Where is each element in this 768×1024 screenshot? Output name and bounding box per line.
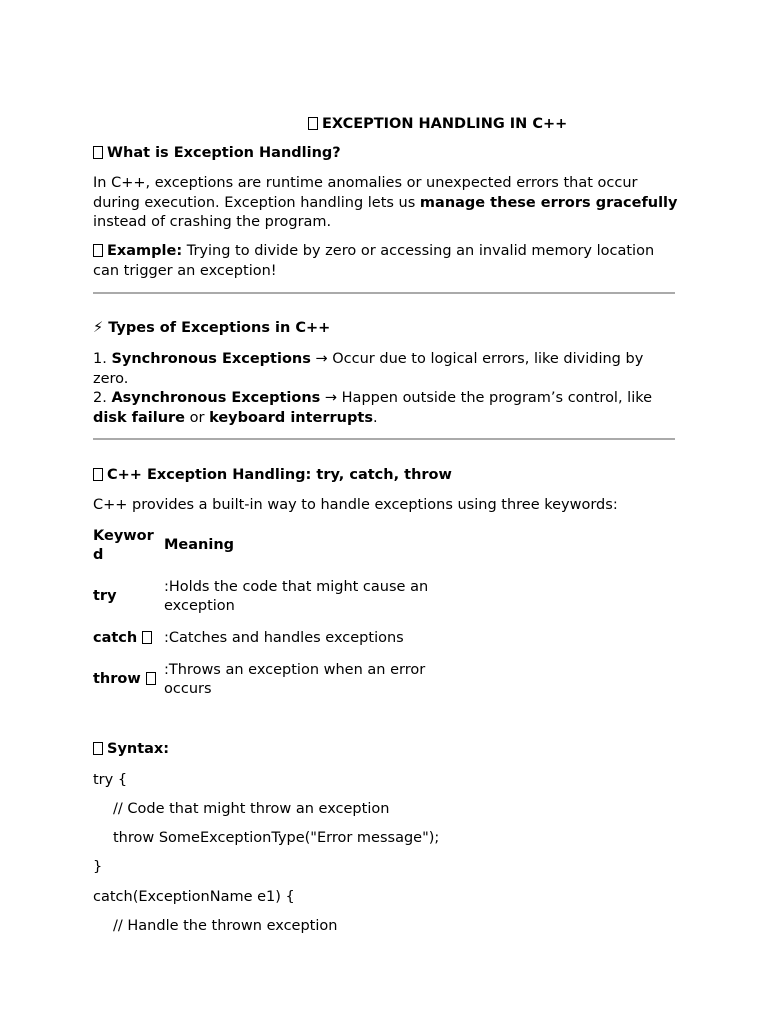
code-line: throw SomeExceptionType("Error message"); [113,830,440,846]
document-title: EXCEPTION HANDLING IN C++ [308,116,567,132]
lightning-icon: ⚡ [93,320,104,336]
example-paragraph: Example: Trying to divide by zero or accessing an invalid memory location can trigger an exception! [93,243,655,279]
table-header-row [93,526,464,566]
types-list-item-1: 1. Synchronous Exceptions → Occur due to logical errors, like dividing by zero. [93,351,644,387]
catch-icon [142,631,152,644]
throw-icon [146,672,156,685]
keyword-cell: try [93,588,117,605]
code-line: // Code that might throw an exception [113,801,390,817]
table-row [93,628,464,650]
handling-intro: C++ provides a built-in way to handle exceptions using three keywords: [93,497,618,513]
what-paragraph: In C++, exceptions are runtime anomalies or unexpected errors that occur during execution. Exception handling lets us manage these errors gracefully instead of crashing the program. [93,175,678,230]
meaning-cell: :Catches and handles exceptions [164,630,404,647]
tools-icon [93,468,103,481]
code-line: try { [93,772,128,788]
section-heading-types: ⚡ Types of Exceptions in C++ [93,320,331,336]
section-heading-what: What is Exception Handling? [93,145,341,161]
question-icon [93,146,103,159]
divider [93,438,675,440]
code-line: } [93,859,103,875]
section-heading-handling: C++ Exception Handling: try, catch, throw [93,467,452,483]
syntax-icon [93,742,103,755]
table-header-keyword: Keyword [93,527,154,563]
keywords-table [93,526,464,710]
keyword-cell: catch [93,628,164,650]
example-icon [93,244,103,257]
meaning-cell: :Throws an exception when an error occurs [164,661,426,697]
table-row [93,566,464,628]
divider [93,292,675,294]
title-icon [308,117,318,130]
types-list-item-2: 2. Asynchronous Exceptions → Happen outside the program’s control, like disk failure or keyboard interrupts. [93,390,653,426]
meaning-cell: :Holds the code that might cause an exception [164,578,429,614]
code-line: // Handle the thrown exception [113,918,338,934]
code-line: catch(ExceptionName e1) { [93,889,295,905]
table-header-meaning: Meaning [164,537,235,554]
table-row [93,650,464,710]
keyword-cell: throw [93,650,164,710]
section-heading-syntax: Syntax: [93,741,169,757]
